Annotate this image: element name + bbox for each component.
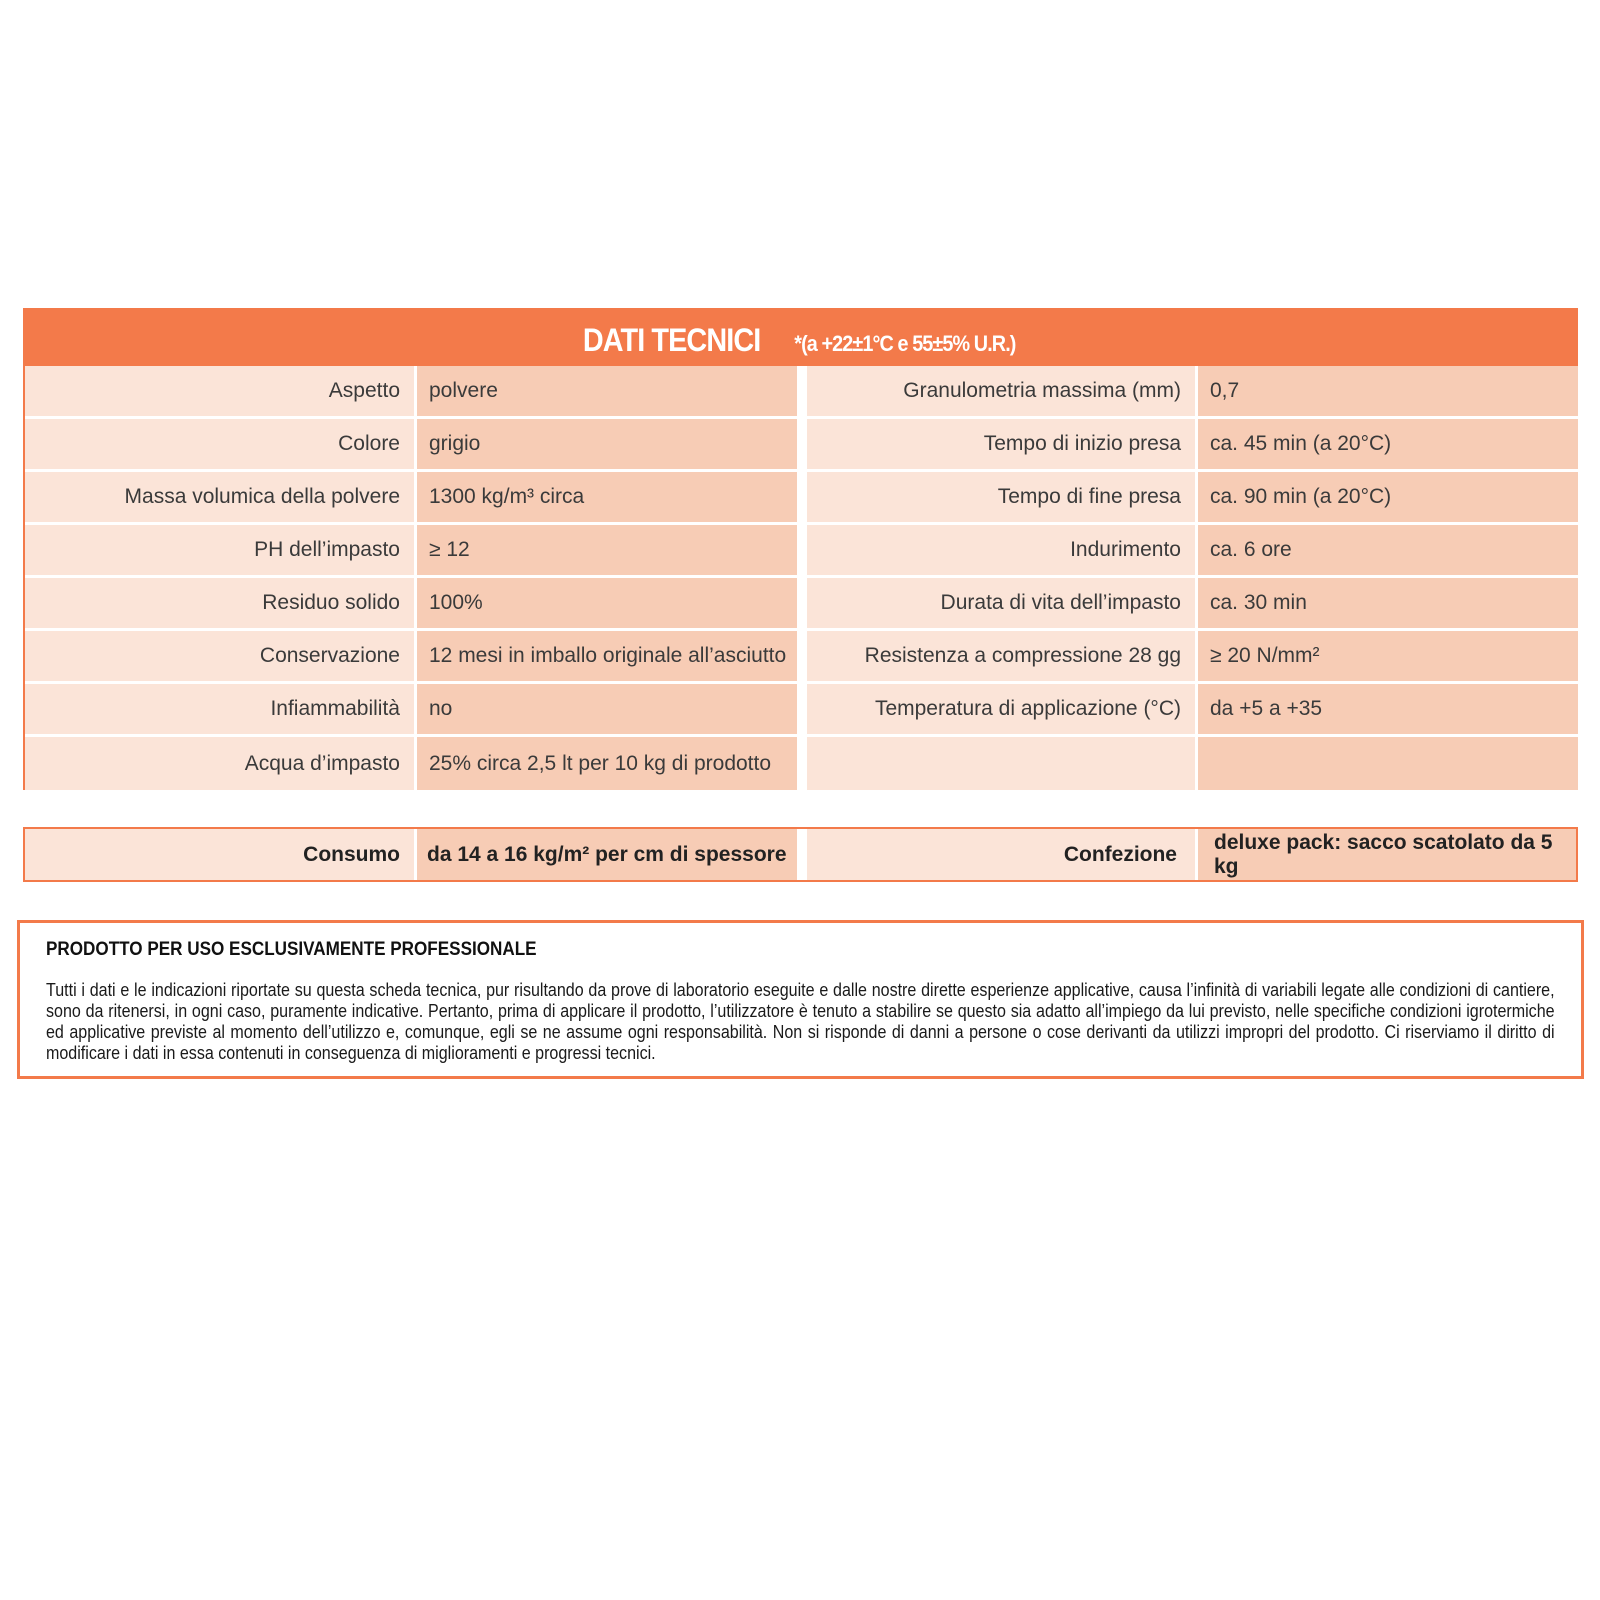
row-label: Granulometria massima (mm) (807, 366, 1198, 416)
row-label: Infiammabilità (25, 684, 417, 734)
table-row (25, 419, 797, 472)
row-label: Residuo solido (25, 578, 417, 628)
row-value: ca. 90 min (a 20°C) (1198, 472, 1578, 522)
table-row (25, 525, 797, 578)
professional-notice (17, 920, 1584, 1079)
row-value: ca. 6 ore (1198, 525, 1578, 575)
row-value: 100% (417, 578, 797, 628)
row-label: Massa volumica della polvere (25, 472, 417, 522)
notice-title: PRODOTTO PER USO ESCLUSIVAMENTE PROFESSIONALE (46, 939, 537, 960)
column-divider (797, 829, 807, 880)
consumo-label: Consumo (25, 829, 417, 880)
table-row (807, 578, 1578, 631)
table-row (25, 737, 797, 790)
row-label: Temperatura di applicazione (°C) (807, 684, 1198, 734)
table-row (807, 472, 1578, 525)
summary-bar (23, 827, 1578, 882)
table-row (807, 737, 1578, 790)
left-column (25, 366, 797, 790)
table-row (25, 631, 797, 684)
consumo-value: da 14 a 16 kg/m² per cm di spessore (417, 829, 797, 880)
row-label: Tempo di inizio presa (807, 419, 1198, 469)
row-value: ≥ 20 N/mm² (1198, 631, 1578, 681)
row-value: ≥ 12 (417, 525, 797, 575)
row-label: Colore (25, 419, 417, 469)
row-value: no (417, 684, 797, 734)
row-value: 25% circa 2,5 lt per 10 kg di prodotto (417, 737, 797, 790)
row-label: Indurimento (807, 525, 1198, 575)
table-row (807, 684, 1578, 737)
table-row (25, 684, 797, 737)
technical-data-table (23, 308, 1578, 790)
row-label (807, 737, 1198, 790)
confezione-value: deluxe pack: sacco scatolato da 5 kg (1198, 829, 1576, 880)
table-row (807, 419, 1578, 472)
row-value: 1300 kg/m³ circa (417, 472, 797, 522)
row-value: grigio (417, 419, 797, 469)
table-row (25, 472, 797, 525)
table-row (25, 366, 797, 419)
row-value: ca. 45 min (a 20°C) (1198, 419, 1578, 469)
row-label: PH dell’impasto (25, 525, 417, 575)
table-subtitle: *(a +22±1°C e 55±5% U.R.) (794, 331, 1016, 356)
confezione-label: Confezione (807, 829, 1198, 880)
table-row (807, 525, 1578, 578)
table-title: DATI TECNICI (582, 322, 761, 358)
row-label: Durata di vita dell’impasto (807, 578, 1198, 628)
table-row (807, 631, 1578, 684)
column-divider (797, 366, 807, 790)
row-value (1198, 737, 1578, 790)
row-value: ca. 30 min (1198, 578, 1578, 628)
notice-body: Tutti i dati e le indicazioni riportate su questa scheda tecnica, pur risultando da prove di laboratorio eseguite e dalle nostre dirette esperienze applicative, causa l’infinità di variabili legate alle condizioni di cantiere, sono da ritenersi, in ogni caso, puramente indicative. Pertanto, prima di applicare il prodotto, l’utilizzatore è tenuto a stabilire se questo sia adatto all’impiego da lui previsto, nelle specifiche condizioni igrotermiche ed applicative previste al momento dell’utilizzo e, comunque, egli se ne assume ogni responsabilità. Non si risponde di danni a persone o cose derivanti da utilizzi impropri del prodotto. Ci riserviamo il diritto di modificare i dati in essa contenuti in conseguenza di miglioramenti e progressi tecnici. (46, 979, 1555, 1063)
row-label: Acqua d’impasto (25, 737, 417, 790)
table-header (25, 310, 1576, 366)
row-label: Tempo di fine presa (807, 472, 1198, 522)
row-value: 0,7 (1198, 366, 1578, 416)
row-label: Aspetto (25, 366, 417, 416)
row-value: da +5 a +35 (1198, 684, 1578, 734)
right-column (807, 366, 1578, 790)
row-value: polvere (417, 366, 797, 416)
table-row (25, 578, 797, 631)
row-value: 12 mesi in imballo originale all’asciutto (417, 631, 797, 681)
table-row (807, 366, 1578, 419)
row-label: Conservazione (25, 631, 417, 681)
row-label: Resistenza a compressione 28 gg (807, 631, 1198, 681)
